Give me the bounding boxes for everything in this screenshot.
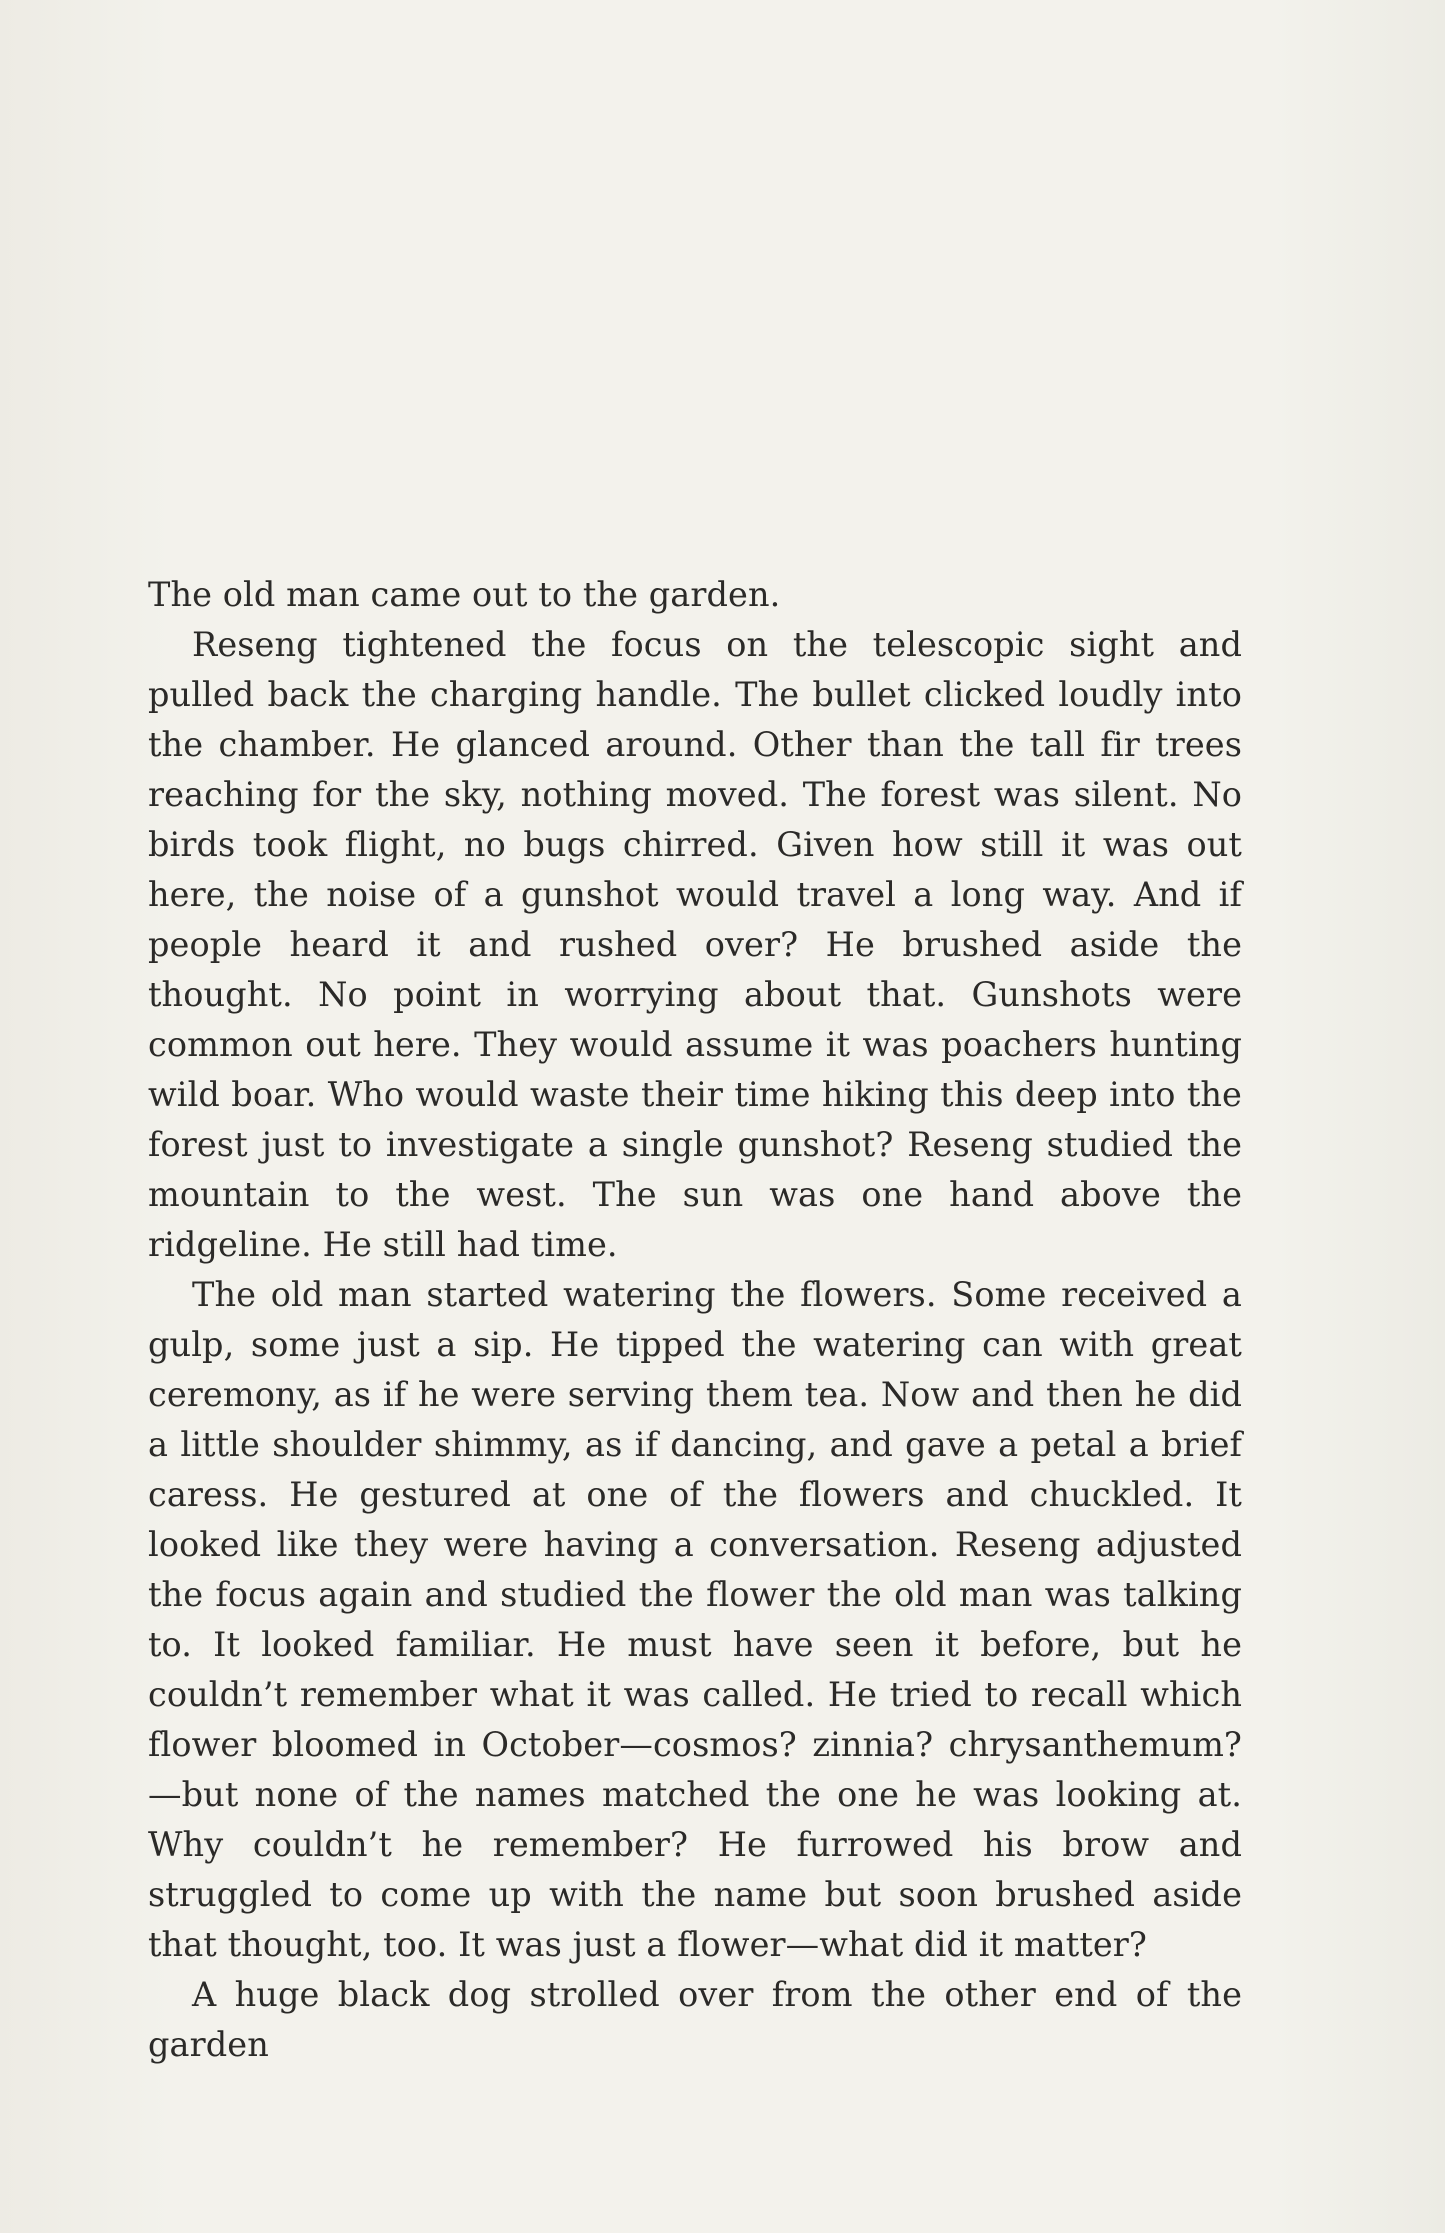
paragraph-opening: The old man came out to the garden. — [148, 575, 781, 614]
paragraph-black-dog: A huge black dog strolled over from the other end of the garden — [148, 1975, 1242, 2064]
body-text — [148, 570, 1242, 2070]
paragraph-reseng-sight: Reseng tightened the focus on the telescopic sight and pulled back the charging handle. The bullet clicked loudly into the chamber. He glanced around. Other than the tall fir trees reaching for the sky, nothing moved. The forest was silent. No birds took flight, no bugs chirred. Given how still it was out here, the noise of a gunshot would travel a long way. And if people heard it and rushed over? He brushed aside the thought. No point in worrying about that. Gunshots were common out here. They would assume it was poachers hunting wild boar. Who would waste their time hiking this deep into the forest just to investigate a single gunshot? Reseng studied the mountain to the west. The sun was one hand above the ridgeline. He still had time. — [148, 625, 1242, 1264]
paragraph-old-man-watering: The old man started watering the flowers. Some received a gulp, some just a sip. He tipped the watering can with great ceremony, as if he were serving them tea. Now and then he did a little shoulder shimmy, as if dancing, and gave a petal a brief caress. He gestured at one of the flowers and chuckled. It looked like they were having a conversation. Reseng adjusted the focus again and studied the flower the old man was talking to. It looked familiar. He must have seen it before, but he couldn’t remember what it was called. He tried to recall which flower bloomed in October—cosmos? zinnia? chrysanthemum?—but none of the names matched the one he was looking at. Why couldn’t he remember? He furrowed his brow and struggled to come up with the name but soon brushed aside that thought, too. It was just a flower—what did it matter? — [148, 1275, 1242, 1964]
